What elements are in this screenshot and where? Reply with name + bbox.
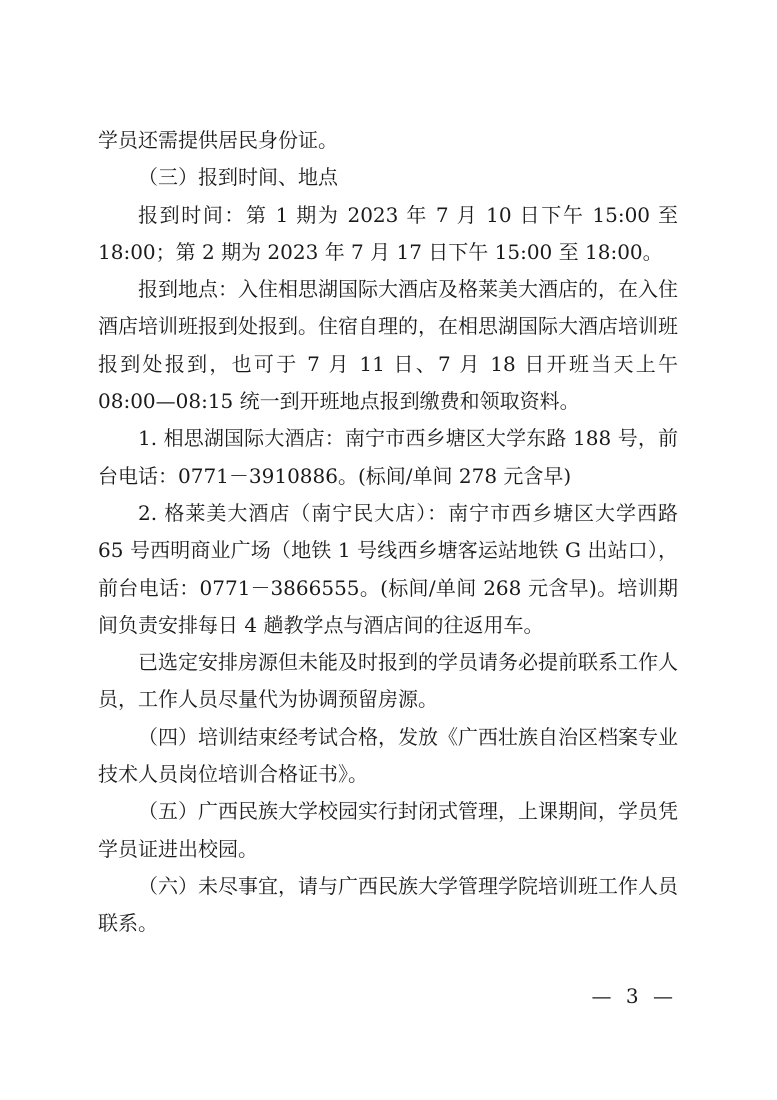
paragraph-hotel-1: 1. 相思湖国际大酒店：南宁市西乡塘区大学东路 188 号，前台电话：0771－3910886。(标间/单间 278 元含早) (98, 426, 678, 488)
paragraph-campus-management: （五）广西民族大学校园实行封闭式管理，上课期间，学员凭学员证进出校园。 (98, 799, 678, 861)
paragraph-hotel-2: 2. 格莱美大酒店（南宁民大店）：南宁市西乡塘区大学西路 65 号西明商业广场（地铁 1 号线西乡塘客运站地铁 G 出站口），前台电话：0771－3866555。(标间/单间 268 元含早)。培训期间负责安排每日 4 趟教学点与酒店间的往返用车。 (98, 500, 678, 637)
paragraph-room-reservation: 已选定安排房源但未能及时报到的学员请务必提前联系工作人员，工作人员尽量代为协调预留房源。 (98, 650, 678, 712)
paragraph-id-continuation: 学员还需提供居民身份证。 (98, 128, 338, 152)
paragraph-registration-place: 报到地点：入住相思湖国际大酒店及格莱美大酒店的，在入住酒店培训班报到处报到。住宿自理的，在相思湖国际大酒店培训班报到处报到，也可于 7 月 11 日、7 月 18 日开班当天上午 08:00—08:15 统一到开班地点报到缴费和领取资料。 (98, 277, 678, 414)
document-body (98, 122, 678, 943)
paragraph-registration-time: 报到时间：第 1 期为 2023 年 7 月 10 日下午 15:00 至 18:00；第 2 期为 2023 年 7 月 17 日下午 15:00 至 18:00。 (98, 202, 678, 264)
page-number: — 3 — (591, 984, 677, 1008)
paragraph-contact: （六）未尽事宜，请与广西民族大学管理学院培训班工作人员联系。 (98, 873, 678, 936)
paragraph-certificate: （四）培训结束经考试合格，发放《广西壮族自治区档案专业技术人员岗位培训合格证书》。 (98, 724, 678, 787)
heading-registration-time-place: （三）报到时间、地点 (138, 165, 338, 190)
